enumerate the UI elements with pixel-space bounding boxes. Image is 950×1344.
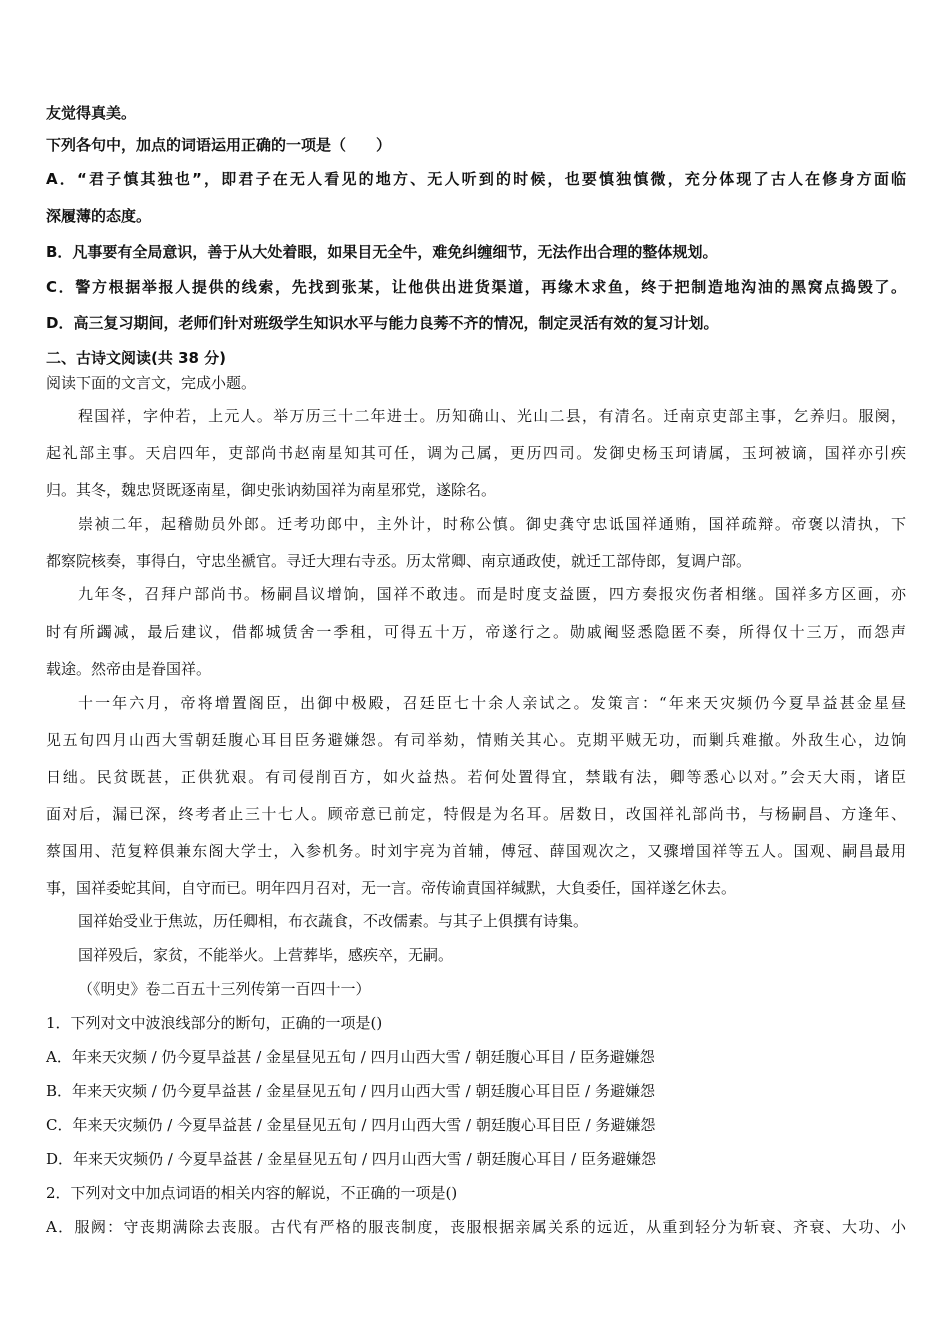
question-1-option-c: C．年来天灾频仍 / 今夏旱益甚 / 金星昼见五旬 / 四月山西大雪 / 朝廷腹心耳目臣 / 务避嫌怨 [46,1116,656,1134]
question-1-option-b: B．年来天灾频 / 仍今夏旱益甚 / 金星昼见五旬 / 四月山西大雪 / 朝廷腹心耳目臣 / 务避嫌怨 [46,1082,655,1100]
option-b: B．凡事要有全局意识，善于从大处着眼，如果目无全牛，难免纠缠细节，无法作出合理的整体规划。 [46,243,718,261]
passage-line: 九年冬，召拜户部尚书。杨嗣昌议增饷，国祥不敢违。而是时度支益匮，四方奏报灾伤者相继。国祥多方区画，亦 [78,585,906,603]
question-stem: 下列各句中，加点的词语运用正确的一项是（ ） [46,136,392,154]
section-instruction: 阅读下面的文言文，完成小题。 [46,374,257,392]
passage-line: 程国祥，字仲若，上元人。举万历三十二年进士。历知确山、光山二县，有清名。迁南京吏部主事，乞养归。服阕， [78,407,906,425]
passage-line: 蔡国用、范复粹俱兼东阁大学士，入参机务。时刘宇亮为首辅，傅冠、薛国观次之，又骤增国祥等五人。国观、嗣昌最用 [46,842,906,860]
option-a-line2: 深履薄的态度。 [46,207,152,225]
passage-line: 崇祯二年，起稽勋员外郎。迁考功郎中，主外计，时称公慎。御史龚守忠诋国祥通贿，国祥疏辩。帝褒以清执，下 [78,515,906,533]
passage-line: 起礼部主事。天启四年，吏部尚书赵南星知其可任，调为己属，更历四司。发御史杨玉珂请属，玉珂被谪，国祥亦引疾 [46,444,906,462]
passage-source: （《明史》卷二百五十三列传第一百四十一） [78,980,371,998]
option-a-line1: A．“君子慎其独也”，即君子在无人看见的地方、无人听到的时候，也要慎独慎微，充分体现了古人在修身方面临 [46,170,906,188]
previous-text-tail: 友觉得真美。 [46,104,137,122]
passage-line: 面对后，漏已深，终考者止三十七人。顾帝意已前定，特假是为名耳。居数日，改国祥礼部尚书，与杨嗣昌、方逢年、 [46,805,906,823]
option-c: C．警方根据举报人提供的线索，先找到张某，让他供出进货渠道，再缘木求鱼，终于把制造地沟油的黑窝点捣毁了。 [46,278,906,296]
passage-line: 见五旬四月山西大雪朝廷腹心耳目臣务避嫌怨。有司举劾，情贿关其心。克期平贼无功，而剿兵难撤。外敌生心，边饷 [46,731,906,749]
passage-line: 时有所蠲减，最后建议，借都城赁舍一季租，可得五十万，帝遂行之。勋戚阉竖悉隐匿不奏，所得仅十三万，而怨声 [46,623,906,641]
option-d: D．高三复习期间，老师们针对班级学生知识水平与能力良莠不齐的情况，制定灵活有效的复习计划。 [46,314,719,332]
passage-line: 都察院核奏，事得白，守忠坐褫官。寻迁大理右寺丞。历太常卿、南京通政使，就迁工部侍郎，复调户部。 [46,552,752,570]
section-heading: 二、古诗文阅读(共 38 分) [46,349,227,367]
passage-line: 载途。然帝由是眷国祥。 [46,660,212,678]
passage-line: 国祥殁后，家贫，不能举火。上营葬毕，感疾卒，无嗣。 [78,946,454,964]
passage-line: 十一年六月，帝将增置阁臣，出御中极殿，召廷臣七十余人亲试之。发策言：“年来天灾频仍今夏旱益甚金星昼 [78,694,906,712]
question-2-option-a: A．服阙：守丧期满除去丧服。古代有严格的服丧制度，丧服根据亲属关系的远近，从重到轻分为斩衰、齐衰、大功、小 [46,1218,906,1236]
question-1-stem: 1．下列对文中波浪线部分的断句，正确的一项是() [46,1014,383,1032]
question-1-option-d: D．年来天灾频仍 / 今夏旱益甚 / 金星昼见五旬 / 四月山西大雪 / 朝廷腹心耳目 / 臣务避嫌怨 [46,1150,656,1168]
question-1-option-a: A．年来天灾频 / 仍今夏旱益甚 / 金星昼见五旬 / 四月山西大雪 / 朝廷腹心耳目 / 臣务避嫌怨 [46,1048,655,1066]
passage-line: 国祥始受业于焦竑，历任卿相，布衣蔬食，不改儒素。与其子上俱撰有诗集。 [78,912,589,930]
passage-line: 事，国祥委蛇其间，自守而已。明年四月召对，无一言。帝传谕責国祥缄默，大負委任，国祥遂乞休去。 [46,879,737,897]
passage-line: 归。其冬，魏忠贤既逐南星，御史张讷劾国祥为南星邪党，遂除名。 [46,481,497,499]
passage-line: 日绌。民贫既甚，正供犹艰。有司侵削百方，如火益热。若何处置得宜，禁戢有法，卿等悉心以对。”会天大雨，诸臣 [46,768,906,786]
question-2-stem: 2．下列对文中加点词语的相关内容的解说，不正确的一项是() [46,1184,458,1202]
